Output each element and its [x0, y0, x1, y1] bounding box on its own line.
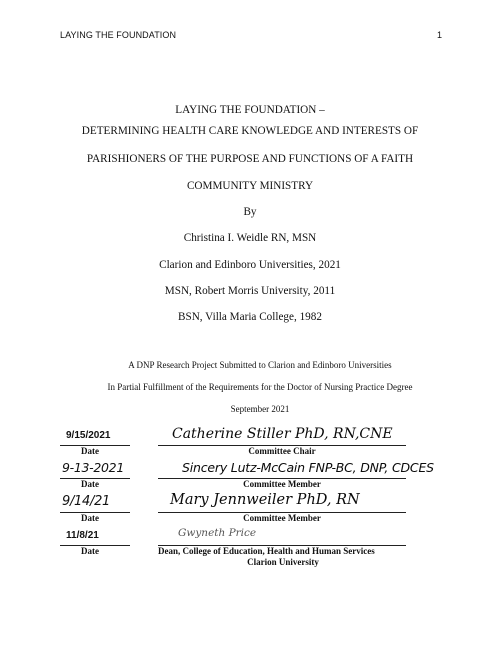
degree-line-1: Clarion and Edinboro Universities, 2021 — [159, 259, 341, 271]
title-line-3: PARISHIONERS OF THE PURPOSE AND FUNCTIONS OF A FAITH — [86, 153, 414, 165]
degree-line-3: BSN, Villa Maria College, 1982 — [178, 311, 322, 323]
signature-date: 9-13-2021 — [62, 460, 124, 475]
date-label: Date — [81, 546, 99, 556]
date-label: Date — [81, 479, 99, 489]
running-head: LAYING THE FOUNDATION — [60, 30, 177, 40]
signature-date: 11/8/21 — [66, 530, 99, 541]
title-line-2: DETERMINING HEALTH CARE KNOWLEDGE AND INTERESTS OF — [81, 125, 419, 137]
degree-line-2: MSN, Robert Morris University, 2011 — [164, 285, 336, 297]
page-number: 1 — [436, 30, 442, 40]
dean-role: Dean, College of Education, Health and Human Services — [158, 546, 375, 556]
signature-row-dean — [0, 527, 500, 570]
by-label: By — [243, 206, 257, 218]
committee-role: Committee Member — [243, 513, 321, 523]
submission-date: September 2021 — [230, 404, 290, 414]
title-line-1: LAYING THE FOUNDATION – — [175, 104, 325, 116]
author-name: Christina I. Weidle RN, MSN — [183, 232, 317, 244]
date-label: Date — [81, 446, 99, 456]
title-line-4: COMMUNITY MINISTRY — [186, 180, 314, 192]
signature-date: 9/15/2021 — [66, 430, 111, 441]
handwritten-signature: Mary Jennweiler PhD, RN — [170, 492, 360, 508]
submission-statement: A DNP Research Project Submitted to Clarion and Edinboro Universities — [128, 360, 392, 370]
signature-date: 9/14/21 — [62, 494, 111, 509]
dean-institution: Clarion University — [247, 557, 319, 567]
date-label: Date — [81, 513, 99, 523]
handwritten-signature: Sincery Lutz-McCain FNP-BC, DNP, CDCES — [182, 460, 434, 475]
committee-role: Committee Chair — [248, 446, 316, 456]
fulfillment-statement: In Partial Fulfillment of the Requirements for the Doctor of Nursing Practice Degree — [107, 382, 413, 392]
committee-role: Committee Member — [243, 479, 321, 489]
handwritten-signature: Gwyneth Price — [178, 527, 257, 539]
handwritten-signature: Catherine Stiller PhD, RN,CNE — [172, 426, 393, 442]
